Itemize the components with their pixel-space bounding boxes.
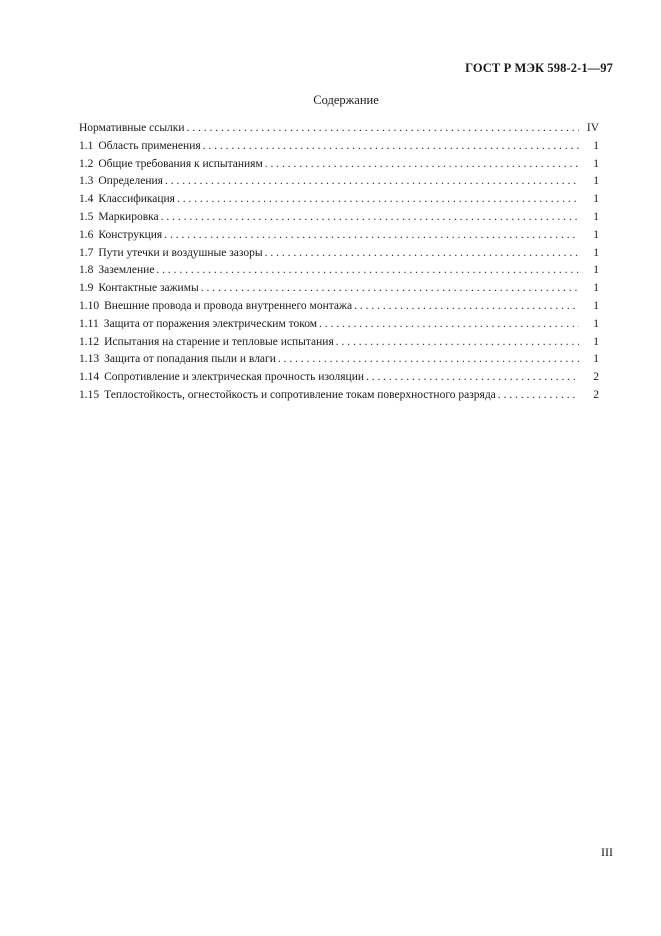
toc-entry-number: 1.3: [79, 175, 94, 188]
toc-entry: [79, 334, 599, 352]
toc-entry: [79, 245, 599, 263]
dot-leader: [161, 209, 579, 227]
toc-entry-page: 1: [593, 264, 599, 277]
toc-entry-page: 1: [593, 317, 599, 330]
toc-entry-number: 1.9: [79, 282, 94, 295]
dot-leader: [177, 191, 579, 209]
dot-leader: [265, 245, 579, 263]
dot-leader: [278, 351, 579, 369]
toc-entry-title: Конструкция: [98, 228, 163, 241]
toc-entry: [79, 191, 599, 209]
dot-leader: [187, 120, 579, 138]
toc-entry-title: Сопротивление и электрическая прочность изоляции: [104, 371, 365, 384]
toc-entry-page: 1: [593, 246, 599, 259]
toc-entry: [79, 120, 599, 138]
toc-entry-page: 2: [593, 388, 599, 401]
toc-entry-number: 1.10: [79, 299, 100, 312]
toc-entry-page: 1: [593, 335, 599, 348]
toc-entry-number: 1.1: [79, 139, 94, 152]
toc-entry: [79, 209, 599, 227]
dot-leader: [498, 387, 579, 405]
table-of-contents: [79, 120, 599, 405]
toc-entry-title: Определения: [98, 175, 163, 188]
toc-entry-page: 1: [593, 193, 599, 206]
toc-entry-title: Область применения: [98, 139, 201, 152]
toc-entry: [79, 227, 599, 245]
toc-entry-title: Испытания на старение и тепловые испытания: [104, 335, 334, 348]
toc-entry: [79, 351, 599, 369]
toc-entry-title: Заземление: [98, 264, 155, 277]
toc-entry-title: Защита от поражения электрическим током: [103, 317, 318, 330]
toc-entry-title: Теплостойкость, огнестойкость и сопротивление токам поверхностного разряда: [104, 388, 496, 401]
toc-entry: [79, 173, 599, 191]
toc-entry-page: 1: [593, 353, 599, 366]
toc-entry-title: Внешние провода и провода внутреннего монтажа: [104, 299, 353, 312]
toc-entry-number: 1.6: [79, 228, 94, 241]
toc-entry-page: 1: [593, 228, 599, 241]
toc-entry-title: Защита от попадания пыли и влаги: [104, 353, 276, 366]
toc-entry-page: 1: [593, 210, 599, 223]
toc-entry-title: Контактные зажимы: [98, 282, 199, 295]
dot-leader: [156, 262, 579, 280]
toc-entry-number: 1.7: [79, 246, 94, 259]
dot-leader: [201, 280, 579, 298]
toc-entry-title: Нормативные ссылки: [79, 122, 185, 134]
toc-entry-number: 1.5: [79, 210, 94, 223]
toc-entry: [79, 369, 599, 387]
toc-entry-number: 1.8: [79, 264, 94, 277]
toc-entry-number: 1.2: [79, 157, 94, 170]
toc-title: Содержание: [313, 93, 379, 107]
document-code: ГОСТ Р МЭК 598-2-1—97: [465, 61, 613, 75]
toc-entry-page: 1: [593, 175, 599, 188]
dot-leader: [164, 227, 579, 245]
dot-leader: [336, 334, 579, 352]
toc-entry-number: 1.4: [79, 193, 94, 206]
toc-entry: [79, 298, 599, 316]
toc-entry-page: 1: [593, 139, 599, 152]
toc-entry: [79, 156, 599, 174]
toc-entry: [79, 387, 599, 405]
toc-entry-number: 1.13: [79, 353, 100, 366]
toc-entry-page: 1: [593, 282, 599, 295]
dot-leader: [265, 156, 579, 174]
toc-entry-page: IV: [586, 122, 599, 134]
page-number: III: [601, 845, 613, 859]
dot-leader: [319, 316, 579, 334]
toc-entry-title: Маркировка: [98, 210, 159, 223]
dot-leader: [366, 369, 579, 387]
dot-leader: [165, 173, 579, 191]
dot-leader: [203, 138, 579, 156]
toc-entry-number: 1.11: [79, 317, 99, 330]
toc-entry-number: 1.15: [79, 388, 100, 401]
dot-leader: [354, 298, 579, 316]
toc-entry: [79, 262, 599, 280]
toc-entry-page: 1: [593, 299, 599, 312]
toc-entry: [79, 316, 599, 334]
toc-entry-number: 1.14: [79, 371, 100, 384]
toc-entry-title: Пути утечки и воздушные зазоры: [98, 246, 263, 259]
toc-entry-title: Классификация: [98, 193, 175, 206]
toc-entry-title: Общие требования к испытаниям: [98, 157, 263, 170]
toc-entry: [79, 138, 599, 156]
toc-entry-page: 2: [593, 371, 599, 384]
toc-entry-page: 1: [593, 157, 599, 170]
toc-entry-number: 1.12: [79, 335, 100, 348]
toc-entry: [79, 280, 599, 298]
